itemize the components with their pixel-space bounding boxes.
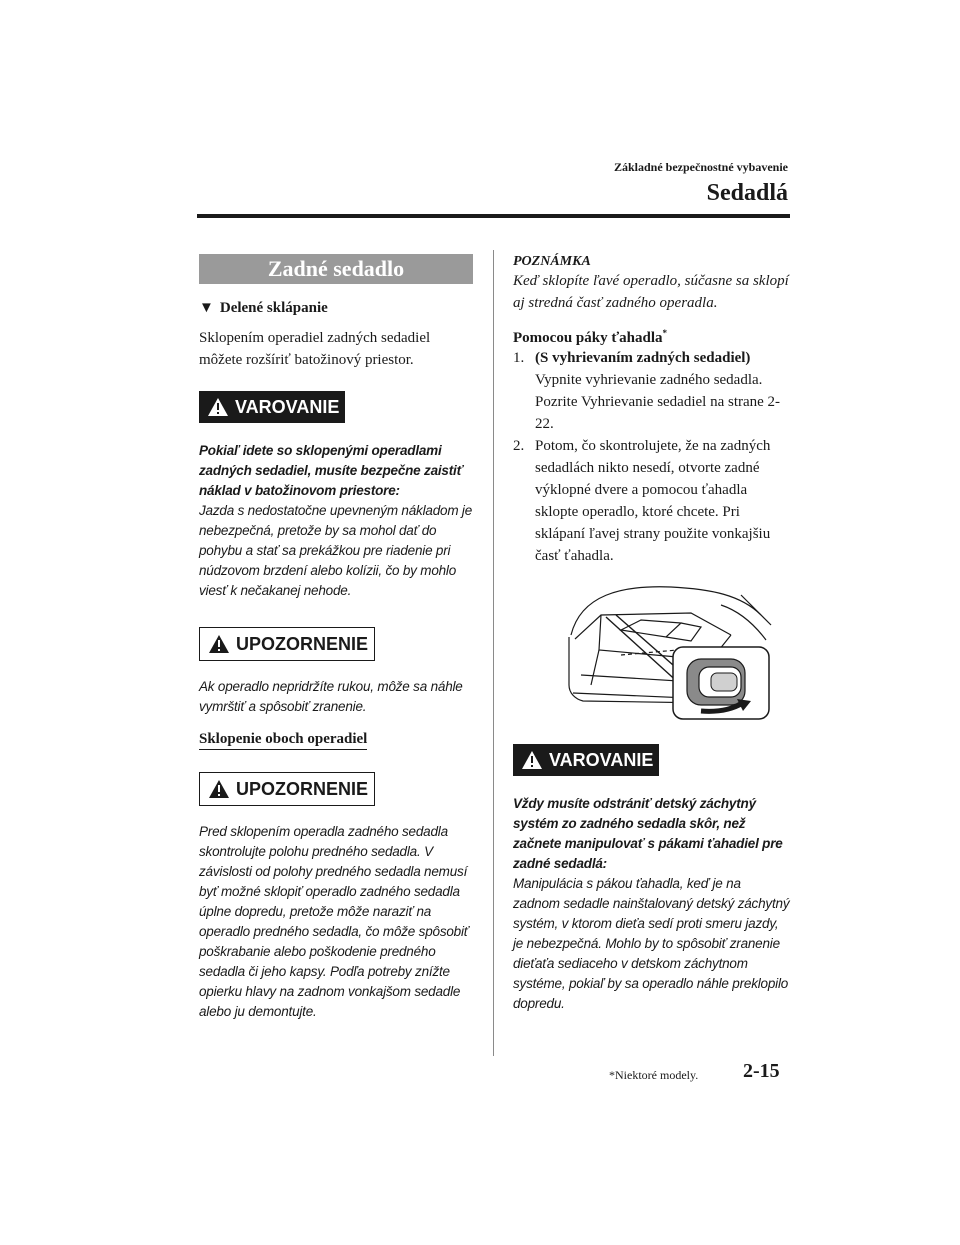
some-models-mark: * — [662, 328, 668, 338]
warning-triangle-icon — [521, 750, 543, 770]
chapter-title: Základné bezpečnostné vybavenie — [613, 160, 788, 174]
warning-text: Jazda s nedostatočne upevneným nákladom je nebezpečná, pretože by sa mohol dať do pohybu a stať sa prekážkou pre riadenie pri núdzovom brzdení alebo kolízii, čo by mohlo viesť k nečakanej nehode. — [199, 503, 473, 598]
note-text: Keď sklopíte ľavé operadlo, súčasne sa sklopí aj stredná časť zadného operadla. — [513, 273, 789, 311]
step-text: Vypnite vyhrievanie zadného sedadla. Pozrite Vyhrievanie sedadiel na strane 2-22. — [535, 372, 781, 432]
intro-text: Sklopením operadiel zadných sedadiel môžete rozšíriť batožinový priestor. — [199, 330, 431, 368]
warning-badge — [199, 391, 345, 423]
step-number: 2. — [513, 438, 525, 454]
caution-label: UPOZORNENIE — [236, 778, 369, 799]
footer-note: *Niektoré modely. — [609, 1068, 699, 1082]
lever-heading-text: Pomocou páky ťahadla — [513, 330, 663, 346]
subheading-both-backs: Sklopenie oboch operadiel — [199, 731, 367, 750]
right-column — [513, 254, 790, 1014]
warning-label: VAROVANIE — [549, 749, 654, 770]
warning-bold-text: Pokiaľ idete so sklopenými operadlami zadných sedadiel, musíte bezpečne zaistiť náklad v batožinovom priestore: — [199, 443, 463, 498]
header-rule — [197, 214, 790, 218]
column-divider — [493, 250, 494, 1056]
caution-text: Pred sklopením operadla zadného sedadla skontrolujte polohu predného sedadla. V závislosti od polohy predného sedadla nemusí byť možné sklopiť operadlo zadného sedadla úplne dopredu, pretože môže naraziť na operadlo predného sedadla, čo môže spôsobiť poškrabanie alebo poškodenie predného sedadla či jeho kapsy. Podľa potreby znížte opierku hlavy na zadnom vonkajšom sedadle alebo ju demontujte. — [199, 824, 469, 1019]
warning-triangle-icon — [207, 397, 229, 417]
step-item — [513, 347, 790, 435]
left-column — [199, 254, 473, 1022]
step-item — [513, 435, 790, 567]
warning-label: VAROVANIE — [235, 396, 340, 417]
step-bold: (S vyhrievaním zadných sedadiel) — [535, 350, 751, 366]
step-number: 1. — [513, 350, 525, 366]
section-title: Sedadlá — [706, 180, 788, 206]
triangle-down-icon: ▼ — [199, 300, 214, 316]
caution-badge — [199, 772, 375, 806]
caution-text: Ak operadlo nepridržíte rukou, môže sa náhle vymrštiť a spôsobiť zranenie. — [199, 679, 463, 714]
warning-triangle-icon — [208, 634, 230, 654]
rear-seat-lever-illustration — [561, 575, 781, 725]
warning-triangle-icon — [208, 779, 230, 799]
lever-heading — [513, 328, 790, 347]
warning-badge — [513, 744, 659, 776]
note-title: POZNÁMKA — [513, 254, 591, 269]
section-banner: Zadné sedadlo — [199, 254, 473, 284]
subheading-split-folding — [199, 300, 473, 317]
step-text: Potom, čo skontrolujete, že na zadných sedadlách nikto nesedí, otvorte zadné výklopné dvere a pomocou ťahadla sklopte operadlo, ktoré chcete. Pri sklápaní ľavej strany použite vonkajšiu časť ťahadla. — [535, 438, 771, 564]
subheading-text: Delené sklápanie — [219, 300, 328, 316]
warning-bold-text: Vždy musíte odstrániť detský záchytný systém zo zadného sedadla skôr, než začnete manipulovať s pákami ťahadiel pre zadné sedadlá: — [513, 796, 783, 871]
page-number: 2-15 — [743, 1060, 780, 1082]
caution-label: UPOZORNENIE — [236, 633, 369, 654]
warning-text: Manipulácia s pákou ťahadla, keď je na zadnom sedadle nainštalovaný detský záchytný systém, v ktorom dieťa sedí proti smeru jazdy, je nebezpečná. Mohlo by to spôsobiť zranenie dieťaťa sediaceho v detskom záchytnom systéme, pokiaľ by sa operadlo náhle preklopilo dopredu. — [513, 876, 790, 1011]
caution-badge — [199, 627, 375, 661]
